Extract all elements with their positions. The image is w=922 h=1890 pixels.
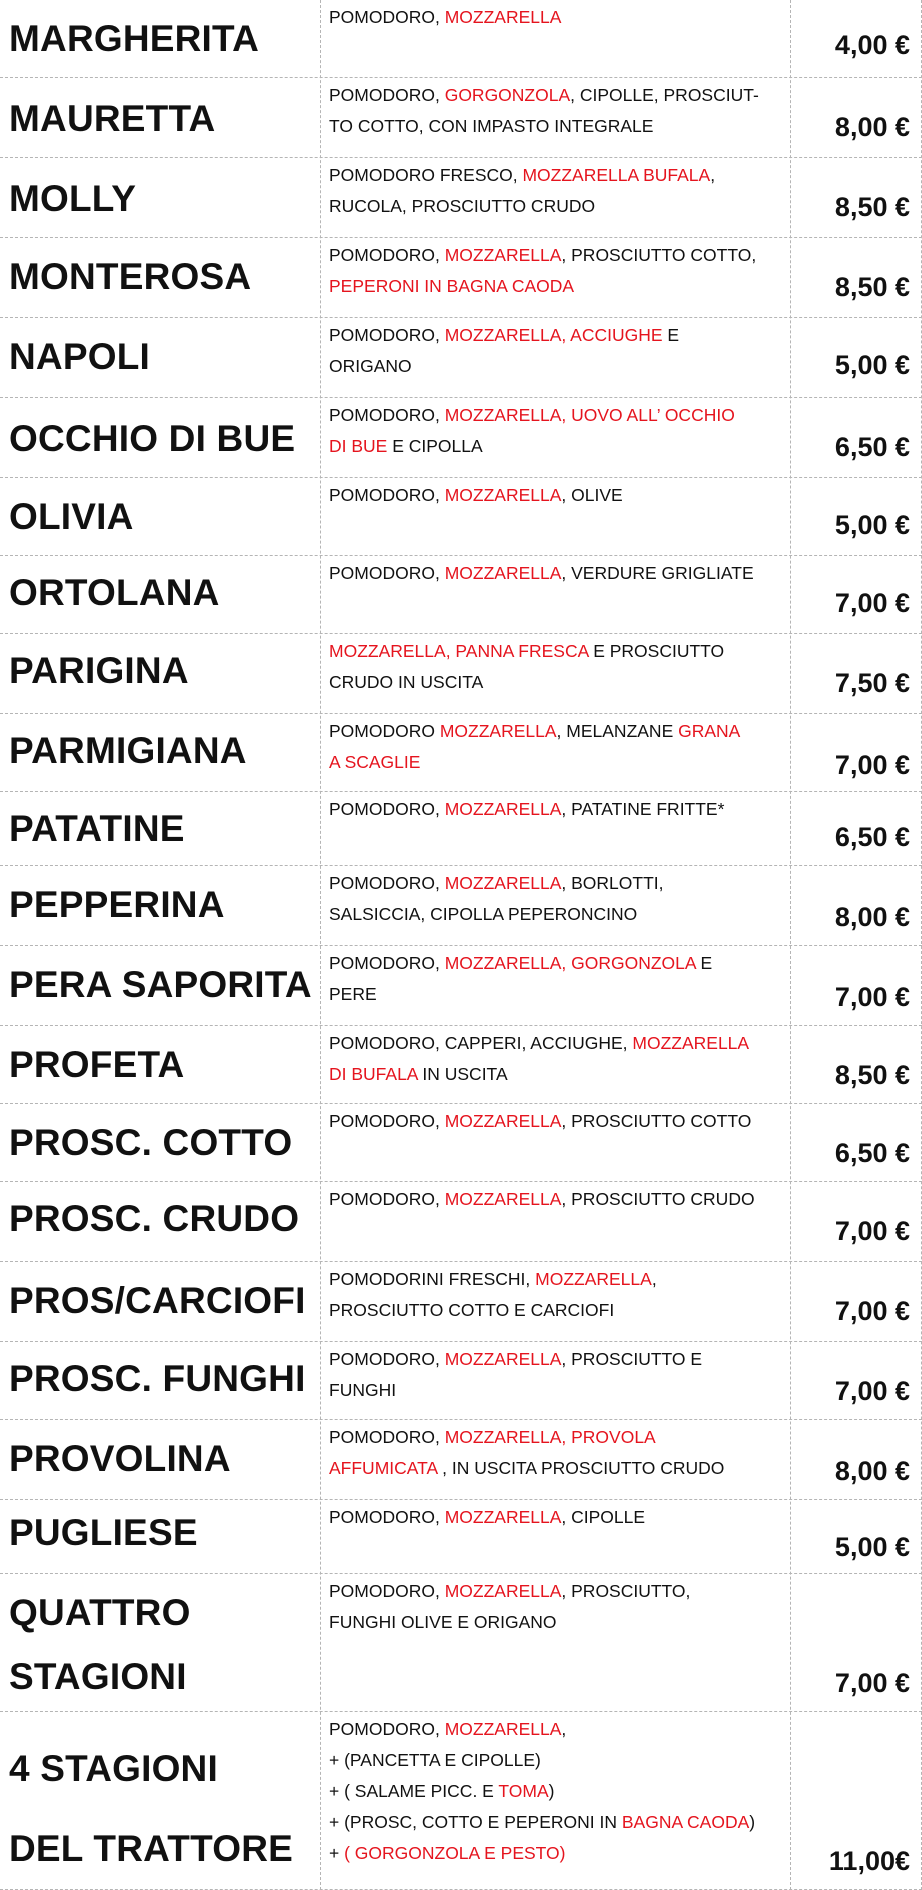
ingredient-text: POMODORO, (329, 325, 445, 345)
pizza-name: DEL TRATTORE (9, 1828, 294, 1869)
highlighted-ingredient: BAGNA CAODA (621, 1812, 750, 1832)
ingredients-line (329, 111, 784, 142)
pizza-name: MAURETTA (9, 98, 216, 139)
ingredient-text: , OLIVE (561, 485, 623, 505)
ingredient-text: ) (548, 1781, 555, 1801)
ingredients-description (329, 948, 784, 1010)
ingredient-text: E (695, 953, 713, 973)
ingredients-line (329, 1745, 784, 1776)
ingredient-text: POMODORO, (329, 1349, 445, 1369)
ingredient-text: + ( SALAME PICC. E (329, 1781, 499, 1801)
ingredient-text: , IN USCITA PROSCIUTTO CRUDO (437, 1458, 725, 1478)
highlighted-ingredient: MOZZARELLA (444, 1507, 562, 1527)
ingredients-line (329, 1422, 784, 1453)
ingredients-description (329, 636, 784, 698)
ingredients-line (329, 480, 784, 511)
ingredient-text: POMODORO, (329, 873, 445, 893)
ingredient-text: , BORLOTTI, (561, 873, 664, 893)
ingredients-description (329, 794, 784, 825)
pizza-name: PROSC. CRUDO (9, 1198, 300, 1239)
ingredient-text: IN USCITA (417, 1064, 508, 1084)
pizza-name: PROFETA (9, 1044, 185, 1085)
ingredients-line (329, 1184, 784, 1215)
ingredients-line (329, 2, 784, 33)
pizza-name: PATATINE (9, 808, 185, 849)
ingredient-text: POMODORO, (329, 1507, 445, 1527)
ingredient-text: , CIPOLLE (561, 1507, 646, 1527)
ingredients-description (329, 160, 784, 222)
ingredient-text: POMODORO, CAPPERI, ACCIUGHE, (329, 1033, 633, 1053)
ingredients-line (329, 747, 784, 778)
pizza-name: ORTOLANA (9, 572, 220, 613)
menu-row (0, 0, 922, 78)
highlighted-ingredient: MOZZARELLA, UOVO ALL’ OCCHIO (444, 405, 735, 425)
ingredients-description (329, 480, 784, 511)
pizza-name: PROS/CARCIOFI (9, 1280, 306, 1321)
highlighted-ingredient: MOZZARELLA (444, 799, 562, 819)
ingredient-text: + (PANCETTA E CIPOLLE) (329, 1750, 541, 1770)
ingredient-text: POMODORO, (329, 953, 445, 973)
price: 6,50 € (834, 1138, 910, 1168)
ingredient-text: , (561, 1719, 567, 1739)
highlighted-ingredient: MOZZARELLA (444, 563, 562, 583)
ingredients-line (329, 240, 784, 271)
ingredient-text: FUNGHI OLIVE E ORIGANO (329, 1612, 557, 1632)
ingredient-text: POMODORO, (329, 1427, 445, 1447)
ingredient-text: FUNGHI (329, 1380, 397, 1400)
price: 5,00 € (834, 350, 910, 380)
highlighted-ingredient: DI BUFALA (329, 1064, 418, 1084)
ingredients-line (329, 351, 784, 382)
ingredients-line (329, 1807, 784, 1838)
ingredient-text: TO COTTO, CON IMPASTO INTEGRALE (329, 116, 654, 136)
pizza-name: OLIVIA (9, 496, 134, 537)
ingredient-text: , PROSCIUTTO E (561, 1349, 703, 1369)
ingredients-description (329, 716, 784, 778)
ingredients-line (329, 1375, 784, 1406)
ingredients-line (329, 1344, 784, 1375)
ingredient-text: POMODORO, (329, 1581, 445, 1601)
pizza-name: NAPOLI (9, 336, 150, 377)
ingredients-line (329, 1264, 784, 1295)
highlighted-ingredient: MOZZARELLA (444, 1111, 562, 1131)
ingredients-line (329, 320, 784, 351)
pizza-name: 4 STAGIONI (9, 1748, 218, 1789)
highlighted-ingredient: MOZZARELLA, ACCIUGHE (444, 325, 663, 345)
ingredient-text: POMODORO, (329, 1111, 445, 1131)
ingredient-text: POMODORO (329, 721, 440, 741)
ingredient-text: POMODORO, (329, 485, 445, 505)
highlighted-ingredient: MOZZARELLA BUFALA (522, 165, 711, 185)
menu-row (0, 1342, 922, 1420)
price: 5,00 € (834, 510, 910, 540)
menu-row (0, 1420, 922, 1500)
ingredient-text: , PROSCIUTTO CRUDO (561, 1189, 755, 1209)
highlighted-ingredient: MOZZARELLA (632, 1033, 750, 1053)
price: 7,50 € (834, 668, 910, 698)
ingredient-text: , CIPOLLE, PROSCIUT- (570, 85, 759, 105)
pizza-name: PROVOLINA (9, 1438, 231, 1479)
ingredient-text: POMODORO, (329, 1189, 445, 1209)
price: 11,00€ (828, 1846, 910, 1876)
pizza-name: STAGIONI (9, 1656, 187, 1697)
ingredients-line (329, 1576, 784, 1607)
ingredients-line (329, 636, 784, 667)
pizza-name: PERA SAPORITA (9, 964, 312, 1005)
ingredients-description (329, 1422, 784, 1484)
ingredients-line (329, 191, 784, 222)
menu-row (0, 1104, 922, 1182)
highlighted-ingredient: MOZZARELLA, PROVOLA (444, 1427, 656, 1447)
highlighted-ingredient: MOZZARELLA (444, 1189, 562, 1209)
menu-row (0, 556, 922, 634)
pizza-name: MONTEROSA (9, 256, 252, 297)
highlighted-ingredient: MOZZARELLA (444, 1581, 562, 1601)
ingredient-text: , PROSCIUTTO, (561, 1581, 691, 1601)
highlighted-ingredient: ( GORGONZOLA E PESTO) (344, 1843, 566, 1863)
ingredient-text: , VERDURE GRIGLIATE (561, 563, 754, 583)
ingredients-line (329, 899, 784, 930)
price: 7,00 € (834, 1376, 910, 1406)
ingredient-text: , MELANZANE (556, 721, 679, 741)
ingredients-description (329, 1344, 784, 1406)
menu-row (0, 1574, 922, 1712)
ingredient-text: RUCOLA, PROSCIUTTO CRUDO (329, 196, 596, 216)
ingredient-text: POMODORO FRESCO, (329, 165, 523, 185)
ingredient-text: , (710, 165, 716, 185)
highlighted-ingredient: MOZZARELLA (444, 485, 562, 505)
price: 7,00 € (834, 1216, 910, 1246)
ingredients-description (329, 868, 784, 930)
ingredient-text: POMODORO, (329, 7, 445, 27)
ingredient-text: SALSICCIA, CIPOLLA PEPERONCINO (329, 904, 638, 924)
menu-row (0, 318, 922, 398)
menu-row (0, 478, 922, 556)
ingredient-text: , PATATINE FRITTE* (561, 799, 725, 819)
ingredients-description (329, 1184, 784, 1215)
menu-row (0, 946, 922, 1026)
ingredients-line (329, 271, 784, 302)
ingredients-description (329, 80, 784, 142)
menu-row (0, 238, 922, 318)
price: 8,00 € (834, 902, 910, 932)
price: 5,00 € (834, 1532, 910, 1562)
highlighted-ingredient: MOZZARELLA, GORGONZOLA (444, 953, 696, 973)
ingredients-line (329, 1059, 784, 1090)
price: 8,50 € (834, 192, 910, 222)
pizza-name: PEPPERINA (9, 884, 225, 925)
ingredients-description (329, 2, 784, 33)
ingredients-description (329, 1106, 784, 1137)
ingredients-line (329, 1714, 784, 1745)
pizza-name: MARGHERITA (9, 18, 260, 59)
ingredients-line (329, 794, 784, 825)
ingredients-description (329, 1502, 784, 1533)
ingredients-line (329, 1106, 784, 1137)
highlighted-ingredient: MOZZARELLA (444, 7, 562, 27)
highlighted-ingredient: MOZZARELLA, PANNA FRESCA (329, 641, 589, 661)
price: 4,00 € (834, 30, 910, 60)
ingredient-text: PROSCIUTTO COTTO E CARCIOFI (329, 1300, 615, 1320)
ingredients-line (329, 1838, 784, 1869)
highlighted-ingredient: AFFUMICATA (329, 1458, 438, 1478)
ingredient-text: POMODORO, (329, 563, 445, 583)
ingredient-text: PERE (329, 984, 377, 1004)
ingredient-text: + (PROSC, COTTO E PEPERONI IN (329, 1812, 622, 1832)
ingredients-description (329, 1576, 784, 1638)
ingredients-line (329, 1295, 784, 1326)
ingredients-description (329, 320, 784, 382)
ingredients-line (329, 160, 784, 191)
menu-row (0, 398, 922, 478)
ingredients-line (329, 716, 784, 747)
ingredients-description (329, 400, 784, 462)
highlighted-ingredient: A SCAGLIE (329, 752, 421, 772)
price: 7,00 € (834, 1296, 910, 1326)
ingredients-description (329, 558, 784, 589)
pizza-name: PROSC. FUNGHI (9, 1358, 306, 1399)
ingredient-text: , PROSCIUTTO COTTO, (561, 245, 757, 265)
ingredients-line (329, 558, 784, 589)
ingredient-text: , (651, 1269, 657, 1289)
ingredients-line (329, 1453, 784, 1484)
pizza-name: QUATTRO (9, 1592, 191, 1633)
price: 7,00 € (834, 1668, 910, 1698)
price: 7,00 € (834, 982, 910, 1012)
ingredient-text: POMODORO, (329, 85, 445, 105)
ingredient-text: CRUDO IN USCITA (329, 672, 484, 692)
ingredient-text: , PROSCIUTTO COTTO (561, 1111, 752, 1131)
highlighted-ingredient: MOZZARELLA (444, 873, 562, 893)
menu-row (0, 1712, 922, 1890)
ingredient-text: POMODORO, (329, 245, 445, 265)
menu-row (0, 1026, 922, 1104)
ingredients-line (329, 431, 784, 462)
highlighted-ingredient: MOZZARELLA (444, 245, 562, 265)
ingredient-text: POMODORO, (329, 1719, 445, 1739)
highlighted-ingredient: GORGONZOLA (444, 85, 571, 105)
menu-row (0, 792, 922, 866)
ingredients-line (329, 1607, 784, 1638)
pizza-name: PARMIGIANA (9, 730, 247, 771)
highlighted-ingredient: DI BUE (329, 436, 388, 456)
highlighted-ingredient: MOZZARELLA (439, 721, 557, 741)
ingredients-line (329, 948, 784, 979)
ingredients-line (329, 1028, 784, 1059)
pizza-name: PUGLIESE (9, 1512, 198, 1553)
highlighted-ingredient: MOZZARELLA (444, 1719, 562, 1739)
menu-row (0, 1182, 922, 1262)
pizza-name: PARIGINA (9, 650, 189, 691)
ingredients-description (329, 1714, 784, 1869)
ingredient-text: ORIGANO (329, 356, 412, 376)
ingredients-line (329, 400, 784, 431)
ingredients-line (329, 1502, 784, 1533)
highlighted-ingredient: TOMA (498, 1781, 549, 1801)
menu-row (0, 158, 922, 238)
menu-row (0, 866, 922, 946)
ingredient-text: E PROSCIUTTO (588, 641, 725, 661)
highlighted-ingredient: MOZZARELLA (444, 1349, 562, 1369)
pizza-name: PROSC. COTTO (9, 1122, 293, 1163)
ingredients-line (329, 80, 784, 111)
menu-row (0, 1262, 922, 1342)
highlighted-ingredient: MOZZARELLA (535, 1269, 652, 1289)
ingredient-text: ) (749, 1812, 756, 1832)
ingredient-text: POMODORO, (329, 799, 445, 819)
price: 6,50 € (834, 432, 910, 462)
price: 8,50 € (834, 1060, 910, 1090)
ingredients-description (329, 1264, 784, 1326)
menu-row (0, 714, 922, 792)
ingredients-line (329, 868, 784, 899)
price: 8,00 € (834, 1456, 910, 1486)
ingredient-text: E (662, 325, 680, 345)
menu-row (0, 634, 922, 714)
ingredient-text: + (329, 1843, 345, 1863)
ingredients-line (329, 667, 784, 698)
price: 6,50 € (834, 822, 910, 852)
highlighted-ingredient: PEPERONI IN BAGNA CAODA (329, 276, 575, 296)
ingredient-text: E CIPOLLA (387, 436, 483, 456)
ingredient-text: POMODORINI FRESCHI, (329, 1269, 536, 1289)
ingredients-description (329, 1028, 784, 1090)
menu-row (0, 78, 922, 158)
price: 8,00 € (834, 112, 910, 142)
menu-row (0, 1500, 922, 1574)
pizza-name: OCCHIO DI BUE (9, 418, 296, 459)
ingredients-line (329, 1776, 784, 1807)
ingredients-line (329, 979, 784, 1010)
pizza-name: MOLLY (9, 178, 137, 219)
ingredients-description (329, 240, 784, 302)
price: 7,00 € (834, 588, 910, 618)
ingredient-text: POMODORO, (329, 405, 445, 425)
price: 8,50 € (834, 272, 910, 302)
price: 7,00 € (834, 750, 910, 780)
highlighted-ingredient: GRANA (678, 721, 741, 741)
